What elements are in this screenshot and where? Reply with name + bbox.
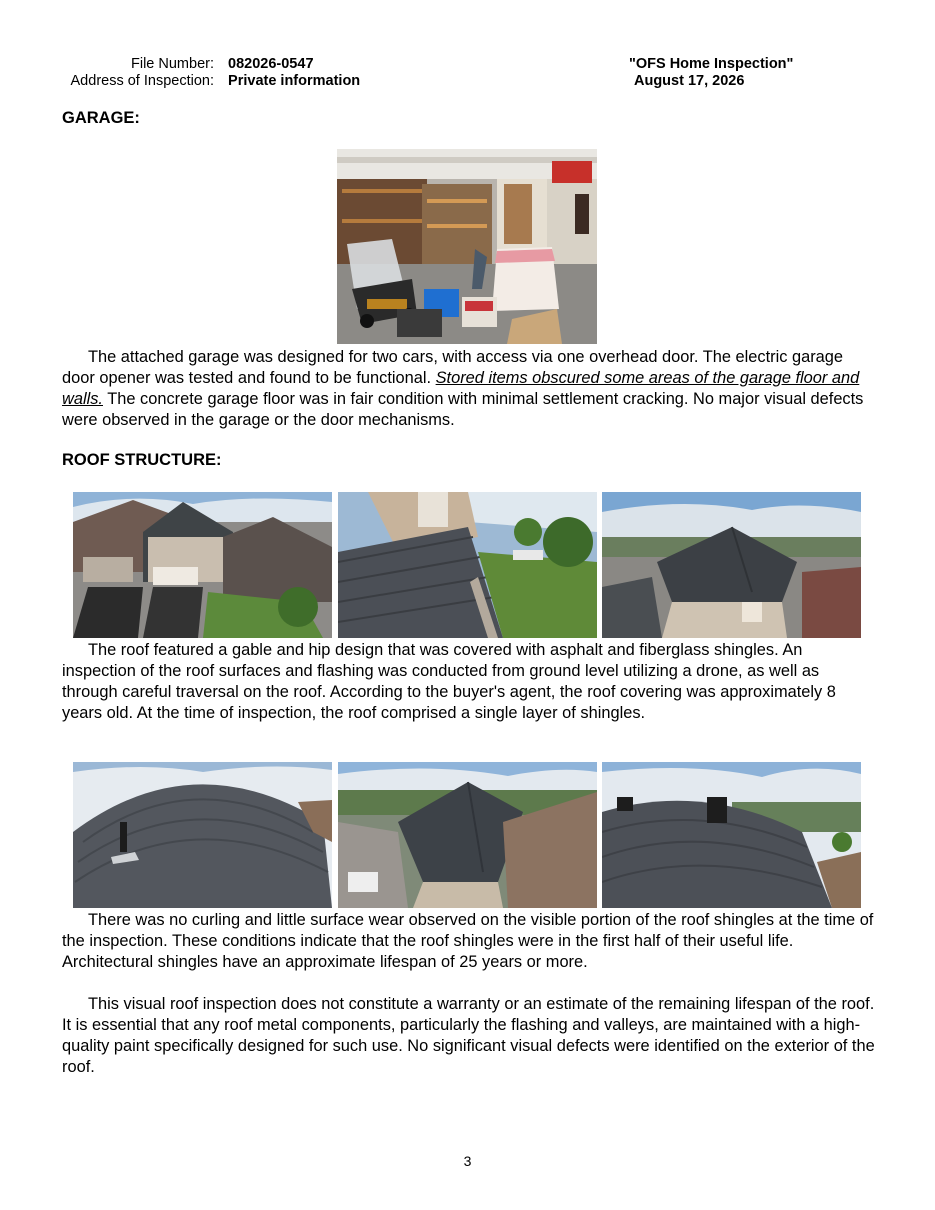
garage-note: Stored items obscured some areas of the garage floor and walls. bbox=[62, 369, 860, 408]
address-value: Private information bbox=[228, 73, 361, 89]
file-number-value: 082026-0547 bbox=[228, 56, 314, 72]
roof-paragraph-2-text: There was no curling and little surface wear observed on the visible portion of the roof shingles at the time of the inspection. These conditions indicate that the roof shingles were in the first half of their useful life. Architectural shingles have an approximate lifespan of 25 years or more. bbox=[62, 911, 874, 971]
roof-hip-overview-photo bbox=[602, 492, 861, 638]
roof-paragraph-2 bbox=[62, 910, 877, 973]
garage-title: GARAGE: bbox=[62, 109, 140, 127]
company-name-text: "OFS Home Inspection" bbox=[629, 56, 794, 72]
roof-slope-closeup-photo bbox=[338, 492, 597, 638]
garage-text-b: The concrete garage floor was in fair condition with minimal settlement cracking. No major visual defects were observed in the garage or the door mechanisms. bbox=[62, 390, 864, 429]
roof-paragraph-3 bbox=[62, 994, 877, 1078]
roof-paragraph-3-text: This visual roof inspection does not constitute a warranty or an estimate of the remaining lifespan of the roof. It is essential that any roof metal components, particularly the flashing and valleys, are maintained with a high-quality paint specifically designed for such use. No significant visual defects were identified on the exterior of the roof. bbox=[62, 995, 875, 1076]
address-row bbox=[62, 73, 360, 90]
roof-paragraph-1 bbox=[62, 640, 877, 724]
roof-aerial-street-photo bbox=[73, 492, 332, 638]
report-date bbox=[634, 73, 744, 90]
file-number-label: File Number: bbox=[131, 56, 214, 72]
garage-photo bbox=[337, 149, 597, 344]
file-number-row bbox=[62, 56, 314, 73]
page-number: 3 bbox=[463, 1153, 472, 1169]
roof-vents-photo bbox=[602, 762, 861, 908]
company-name bbox=[629, 56, 793, 73]
roof-vent-pipe-photo bbox=[73, 762, 332, 908]
address-label: Address of Inspection: bbox=[70, 73, 214, 89]
roof-title: ROOF STRUCTURE: bbox=[62, 451, 222, 469]
report-date-text: August 17, 2026 bbox=[634, 73, 745, 89]
roof-paragraph-1-text: The roof featured a gable and hip design that was covered with asphalt and fiberglass shingles. An inspection of the roof surfaces and flashing was conducted from ground level utilizing a drone, as well as through careful traversal on the roof. According to the buyer's agent, the roof covering was approximately 8 years old. At the time of inspection, the roof comprised a single layer of shingles. bbox=[62, 641, 836, 722]
garage-paragraph bbox=[62, 347, 877, 431]
roof-aerial-backyard-photo bbox=[338, 762, 597, 908]
garage-text-a: The attached garage was designed for two cars, with access via one overhead door. The electric garage door opener was tested and found to be functional. bbox=[62, 348, 844, 387]
